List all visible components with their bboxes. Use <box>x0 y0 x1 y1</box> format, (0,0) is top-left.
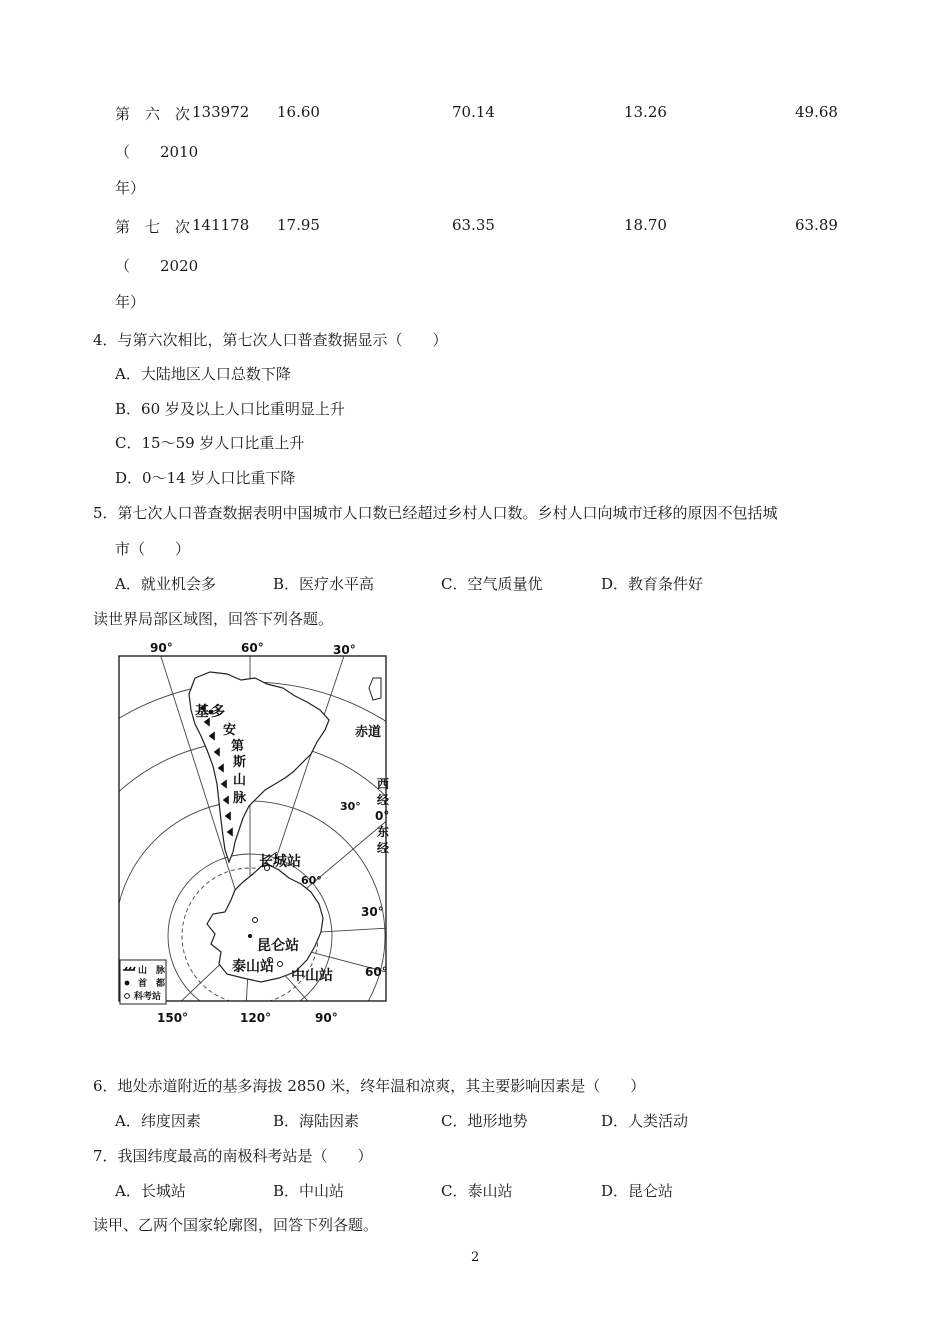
urban-rate-value: 49.68 <box>795 103 838 121</box>
question-6-option-d[interactable]: D．人类活动 <box>601 1112 689 1130</box>
map-legend <box>120 960 166 1004</box>
age-0-14-value: 16.60 <box>277 103 320 121</box>
right-label-30: 30° <box>361 905 384 919</box>
question-4-option-c[interactable]: C．15～59 岁人口比重上升 <box>115 434 305 452</box>
question-5-option-d[interactable]: D．教育条件好 <box>601 575 704 593</box>
question-7-stem: 7．我国纬度最高的南极科考站是（ ） <box>93 1147 373 1165</box>
zhongshan-station-label: 中山站 <box>291 968 333 984</box>
age-60-plus-value: 13.26 <box>624 103 667 121</box>
question-5-option-c[interactable]: C．空气质量优 <box>441 575 543 593</box>
bottom-label-120: 120° <box>240 1011 272 1025</box>
inner-label-30: 30° <box>340 800 361 813</box>
legend-mountains: 山 脉 <box>138 966 166 976</box>
question-5-stem: 5．第七次人口普查数据表明中国城市人口数已经超过乡村人口数。乡村人口向城市迁移的原因不包括城 <box>93 504 778 522</box>
table-row <box>0 103 950 125</box>
world-region-map <box>115 638 390 1026</box>
age-15-59-value: 70.14 <box>452 103 495 121</box>
kunlun-station-label: 昆仑站 <box>257 938 299 954</box>
legend-station: 科考站 <box>134 992 162 1002</box>
andes-label-char: 山 <box>233 773 247 788</box>
meridian-label-char: 东 <box>377 825 390 839</box>
question-7-option-c[interactable]: C．泰山站 <box>441 1182 513 1200</box>
question-6-option-a[interactable]: A．纬度因素 <box>115 1112 201 1130</box>
census-year-suffix: 年） <box>115 293 146 311</box>
map-intro: 读世界局部区域图，回答下列各题。 <box>93 610 334 628</box>
question-5-stem-cont: 市（ ） <box>115 540 191 558</box>
census-year-suffix: 年） <box>115 179 146 197</box>
question-4-option-d[interactable]: D．0～14 岁人口比重下降 <box>115 469 296 487</box>
meridian-label-char: 0° <box>375 809 390 823</box>
bottom-label-90: 90° <box>315 1011 338 1025</box>
table-row-continued <box>0 177 950 199</box>
right-label-60: 60° <box>365 965 388 979</box>
age-60-plus-value: 18.70 <box>624 216 667 234</box>
census-year: （ 2010 <box>115 143 199 161</box>
south-america-landmass <box>189 672 329 862</box>
legend-capital: 首 都 <box>138 979 166 989</box>
south-pole-marker <box>248 934 252 938</box>
meridian-label-char: 西 <box>377 777 390 791</box>
question-7-option-d[interactable]: D．昆仑站 <box>601 1182 674 1200</box>
question-7-option-a[interactable]: A．长城站 <box>115 1182 186 1200</box>
question-6-option-b[interactable]: B．海陆因素 <box>273 1112 360 1130</box>
next-section-intro: 读甲、乙两个国家轮廓图，回答下列各题。 <box>93 1216 379 1234</box>
table-row-continued <box>0 141 950 163</box>
equator-label: 赤道 <box>355 725 382 740</box>
census-label: 第 六 次 <box>115 105 191 123</box>
page-number: 2 <box>471 1250 480 1265</box>
question-5-option-a[interactable]: A．就业机会多 <box>115 575 216 593</box>
great-wall-station-label: 长城站 <box>259 854 301 870</box>
population-value: 133972 <box>192 103 250 121</box>
top-label-30: 30° <box>333 643 356 657</box>
population-value: 141178 <box>192 216 250 234</box>
urban-rate-value: 63.89 <box>795 216 838 234</box>
andes-label-char: 斯 <box>233 755 247 770</box>
meridian-label-char: 经 <box>377 841 390 855</box>
andes-label-char: 第 <box>231 739 245 754</box>
capital-legend-icon <box>125 981 130 986</box>
age-0-14-value: 17.95 <box>277 216 320 234</box>
age-15-59-value: 63.35 <box>452 216 495 234</box>
census-year: （ 2020 <box>115 257 199 275</box>
andes-label-char: 安 <box>223 723 237 738</box>
question-6-stem: 6．地处赤道附近的基多海拔 2850 米，终年温和凉爽，其主要影响因素是（ ） <box>93 1077 646 1095</box>
top-label-90: 90° <box>150 641 173 655</box>
andes-label-char: 多 <box>211 704 225 720</box>
taishan-station-label: 泰山站 <box>232 959 274 975</box>
table-row-continued <box>0 291 950 313</box>
question-7-option-b[interactable]: B．中山站 <box>273 1182 345 1200</box>
andes-label-char: 脉 <box>233 791 247 806</box>
question-5-option-b[interactable]: B．医疗水平高 <box>273 575 375 593</box>
table-row <box>0 216 950 238</box>
question-4-option-a[interactable]: A．大陆地区人口总数下降 <box>115 365 291 383</box>
question-4-stem: 4．与第六次相比，第七次人口普查数据显示（ ） <box>93 331 448 349</box>
question-4-option-b[interactable]: B．60 岁及以上人口比重明显上升 <box>115 400 345 418</box>
meridian-label-char: 经 <box>377 793 390 807</box>
census-label: 第 七 次 <box>115 218 191 236</box>
inner-label-60: 60° <box>301 874 322 887</box>
top-label-60: 60° <box>241 641 264 655</box>
quito-label: 基 <box>195 704 209 720</box>
table-row-continued <box>0 255 950 277</box>
question-6-option-c[interactable]: C．地形地势 <box>441 1112 528 1130</box>
bottom-label-150: 150° <box>157 1011 189 1025</box>
